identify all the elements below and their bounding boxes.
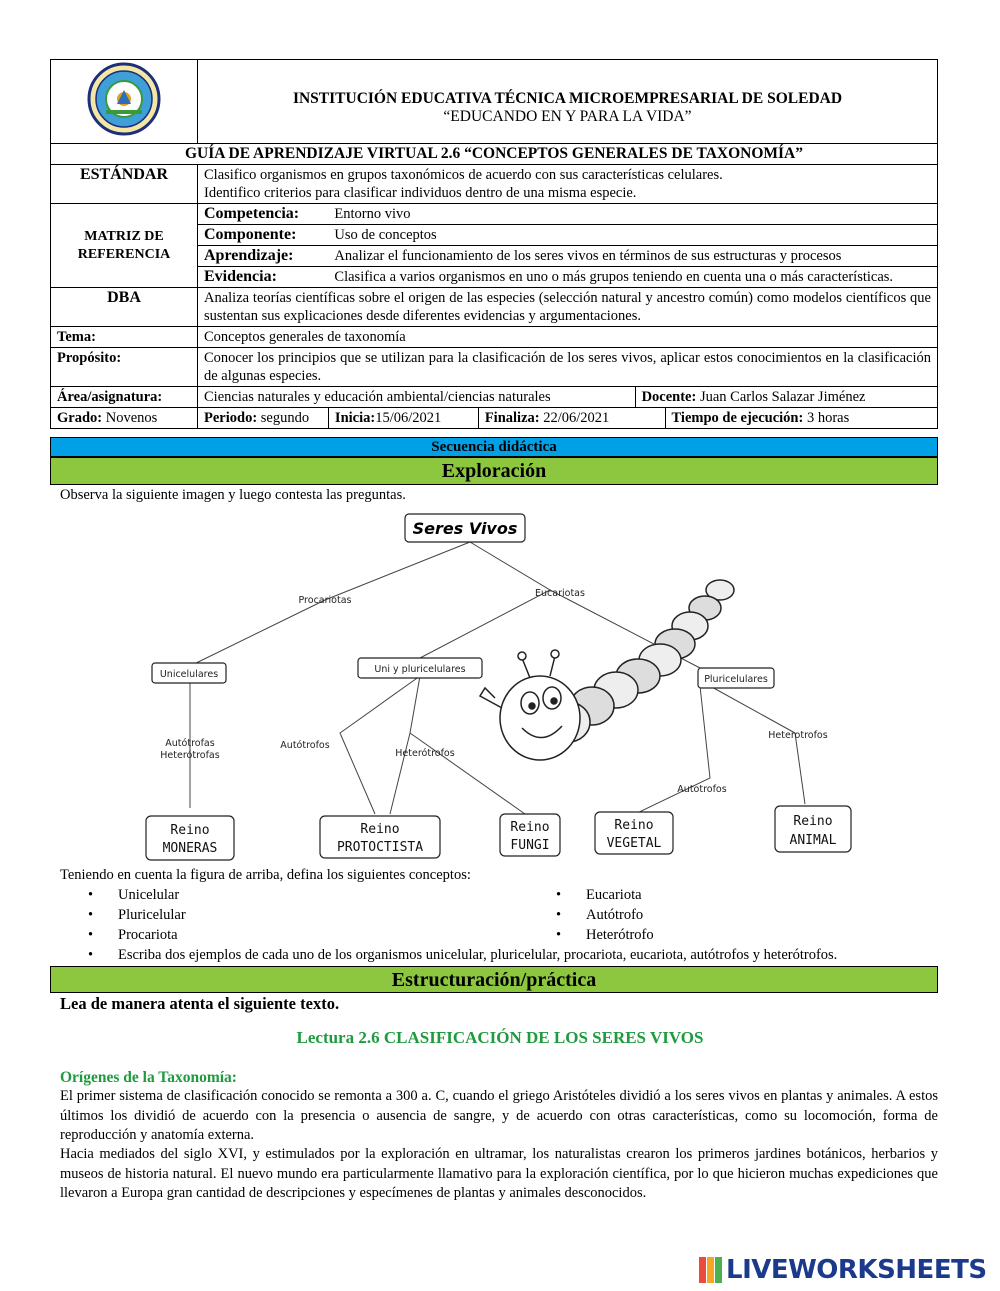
autotrofas-label: Autótrofas [165,738,215,749]
grado-value: Novenos [105,410,158,426]
eucariotas-label: Eucariotas [535,588,585,599]
unicelulares-label: Unicelulares [159,669,219,680]
final-task-item: • Escriba dos ejemplos de cada uno de los organismos unicelular, pluricelular, procariota, eucariota, autótrofos y heterótrofos. [88,945,948,965]
estructuracion-bar: Estructuración/práctica [50,966,938,993]
competencia-label: Competencia: [198,204,329,225]
logo-cell [51,60,198,144]
pluricelulares-label: Pluricelulares [704,674,768,685]
tema-label: Tema: [51,327,198,348]
estandar-line-1: Clasifico organismos en grupos taxonómicos de acuerdo con sus características celulares. [204,167,723,183]
vegetal-label: VEGETAL [606,836,662,851]
reading-subtitle: Orígenes de la Taxonomía: [60,1069,237,1086]
tiempo-label: Tiempo de ejecución: [671,410,804,426]
periodo-value: segundo [260,410,310,426]
componente-label: Componente: [198,225,329,246]
estandar-label: ESTÁNDAR [51,165,198,204]
estandar-line-2: Identifico criterios para clasificar individuos dentro de una misma especie. [204,185,637,201]
question-intro: Teniendo en cuenta la figura de arriba, defina los siguientes conceptos: [60,867,471,883]
reading-intro: Lea de manera atenta el siguiente texto. [60,994,340,1013]
moneras-label: MONERAS [162,841,218,856]
reading-paragraph-2: Hacia mediados del siglo XVI, y estimulados por la exploración en ultramar, los naturalistas crearon los primeros jardines botánicos, herbarios y museos de historia natural. El nuevo mundo era particularmente llamativo para la exploración científica, por lo que hicieron muchas expediciones que llevaron a Europa gran cantidad de descripciones y especímenes de plantas y animales desconocidos. [60,1146,938,1201]
heterotrofos-2-label: Heterotrofos [768,730,828,741]
fungi-reino: Reino [510,820,550,835]
periodo-label: Periodo: [204,410,258,426]
concepts-right-list [556,885,654,945]
proposito-label: Propósito: [51,348,198,387]
procariotas-label: Procariotas [298,595,352,606]
heterotrofas-label: Heterótrofas [160,750,220,761]
moneras-reino: Reino [170,823,210,838]
concepts-left-list [88,885,186,945]
concept-item: • Pluricelular [88,905,186,925]
proposito-value: Conocer los principios que se utilizan para la clasificación de los seres vivos, aplicar estos conocimientos en la clasificación de algunas especies. [198,348,938,387]
exploracion-bar: Exploración [50,457,938,485]
exploration-instruction: Observa la siguiente imagen y luego contesta las preguntas. [60,487,406,503]
inicia-label: Inicia: [334,410,376,426]
docente-value: Juan Carlos Salazar Jiménez [699,389,866,405]
fungi-label: FUNGI [510,838,550,853]
concept-item: • Heterótrofo [556,925,654,945]
grado-label: Grado: [57,410,103,426]
finaliza-label: Finaliza: [484,410,540,426]
school-logo [51,60,197,138]
institution-name: INSTITUCIÓN EDUCATIVA TÉCNICA MICROEMPRESARIAL DE SOLEDAD [292,90,843,107]
evidencia-label: Evidencia: [198,267,329,288]
dba-value: Analiza teorías científicas sobre el origen de las especies (selección natural y ancestro común) como modelos científicos que sustentan sus explicaciones desde diferentes evidencias y argumentaciones. [198,288,938,327]
liveworksheets-logo [698,1254,987,1286]
autotrofos-1-label: Autótrofos [280,740,330,751]
animal-reino: Reino [793,814,833,829]
concept-item: • Procariota [88,925,186,945]
liveworksheets-brand: LIVEWORKSHEETS [726,1255,987,1285]
concept-item: • Autótrofo [556,905,654,925]
aprendizaje-label: Aprendizaje: [198,246,329,267]
school-motto: “EDUCANDO EN Y PARA LA VIDA” [443,108,692,125]
docente-label: Docente: [641,389,697,405]
finaliza-value: 22/06/2021 [543,410,610,426]
reading-paragraph-1: El primer sistema de clasificación conocido se remonta a 300 a. C, cuando el griego Aristóteles dividió a los seres vivos en plantas y animales. A estos últimos los dividió de acuerdo con la presencia o ausencia de sangre, y de acuerdo con otras características, como su locomoción, forma de reproducción y anatomía externa. [60,1088,938,1143]
guide-title: GUÍA DE APRENDIZAJE VIRTUAL 2.6 “CONCEPTOS GENERALES DE TAXONOMÍA” [51,144,938,165]
componente-value: Uso de conceptos [328,225,937,246]
secuencia-bar: Secuencia didáctica [50,437,938,457]
autotrofos-2-label: Autotrofos [677,784,727,795]
reading-title: Lectura 2.6 CLASIFICACIÓN DE LOS SERES VIVOS [296,1028,704,1047]
tema-value: Conceptos generales de taxonomía [198,327,938,348]
liveworksheets-icon [698,1255,724,1285]
area-value: Ciencias naturales y educación ambiental/ciencias naturales [198,387,636,408]
matriz-label: MATRIZ DE REFERENCIA [51,204,198,288]
root-label: Seres Vivos [412,519,518,538]
competencia-value: Entorno vivo [328,204,937,225]
tiempo-value: 3 horas [806,410,850,426]
aprendizaje-value: Analizar el funcionamiento de los seres vivos en términos de sus estructuras y procesos [328,246,937,267]
header-table [50,59,938,429]
animal-label: ANIMAL [789,833,837,848]
concept-item: • Unicelular [88,885,186,905]
final-task-list [88,945,948,965]
heterotrofos-1-label: Heterótrofos [395,748,455,759]
concept-item: • Eucariota [556,885,654,905]
uni-pluri-label: Uni y pluricelulares [374,664,466,675]
protoctista-label: PROTOCTISTA [336,840,424,855]
classification-diagram [130,508,870,864]
protoctista-reino: Reino [360,822,400,837]
dba-label: DBA [51,288,198,327]
evidencia-value: Clasifica a varios organismos en uno o más grupos teniendo en cuenta una o más características. [328,267,937,288]
area-label: Área/asignatura: [51,387,198,408]
inicia-value: 15/06/2021 [375,410,442,426]
vegetal-reino: Reino [614,818,654,833]
